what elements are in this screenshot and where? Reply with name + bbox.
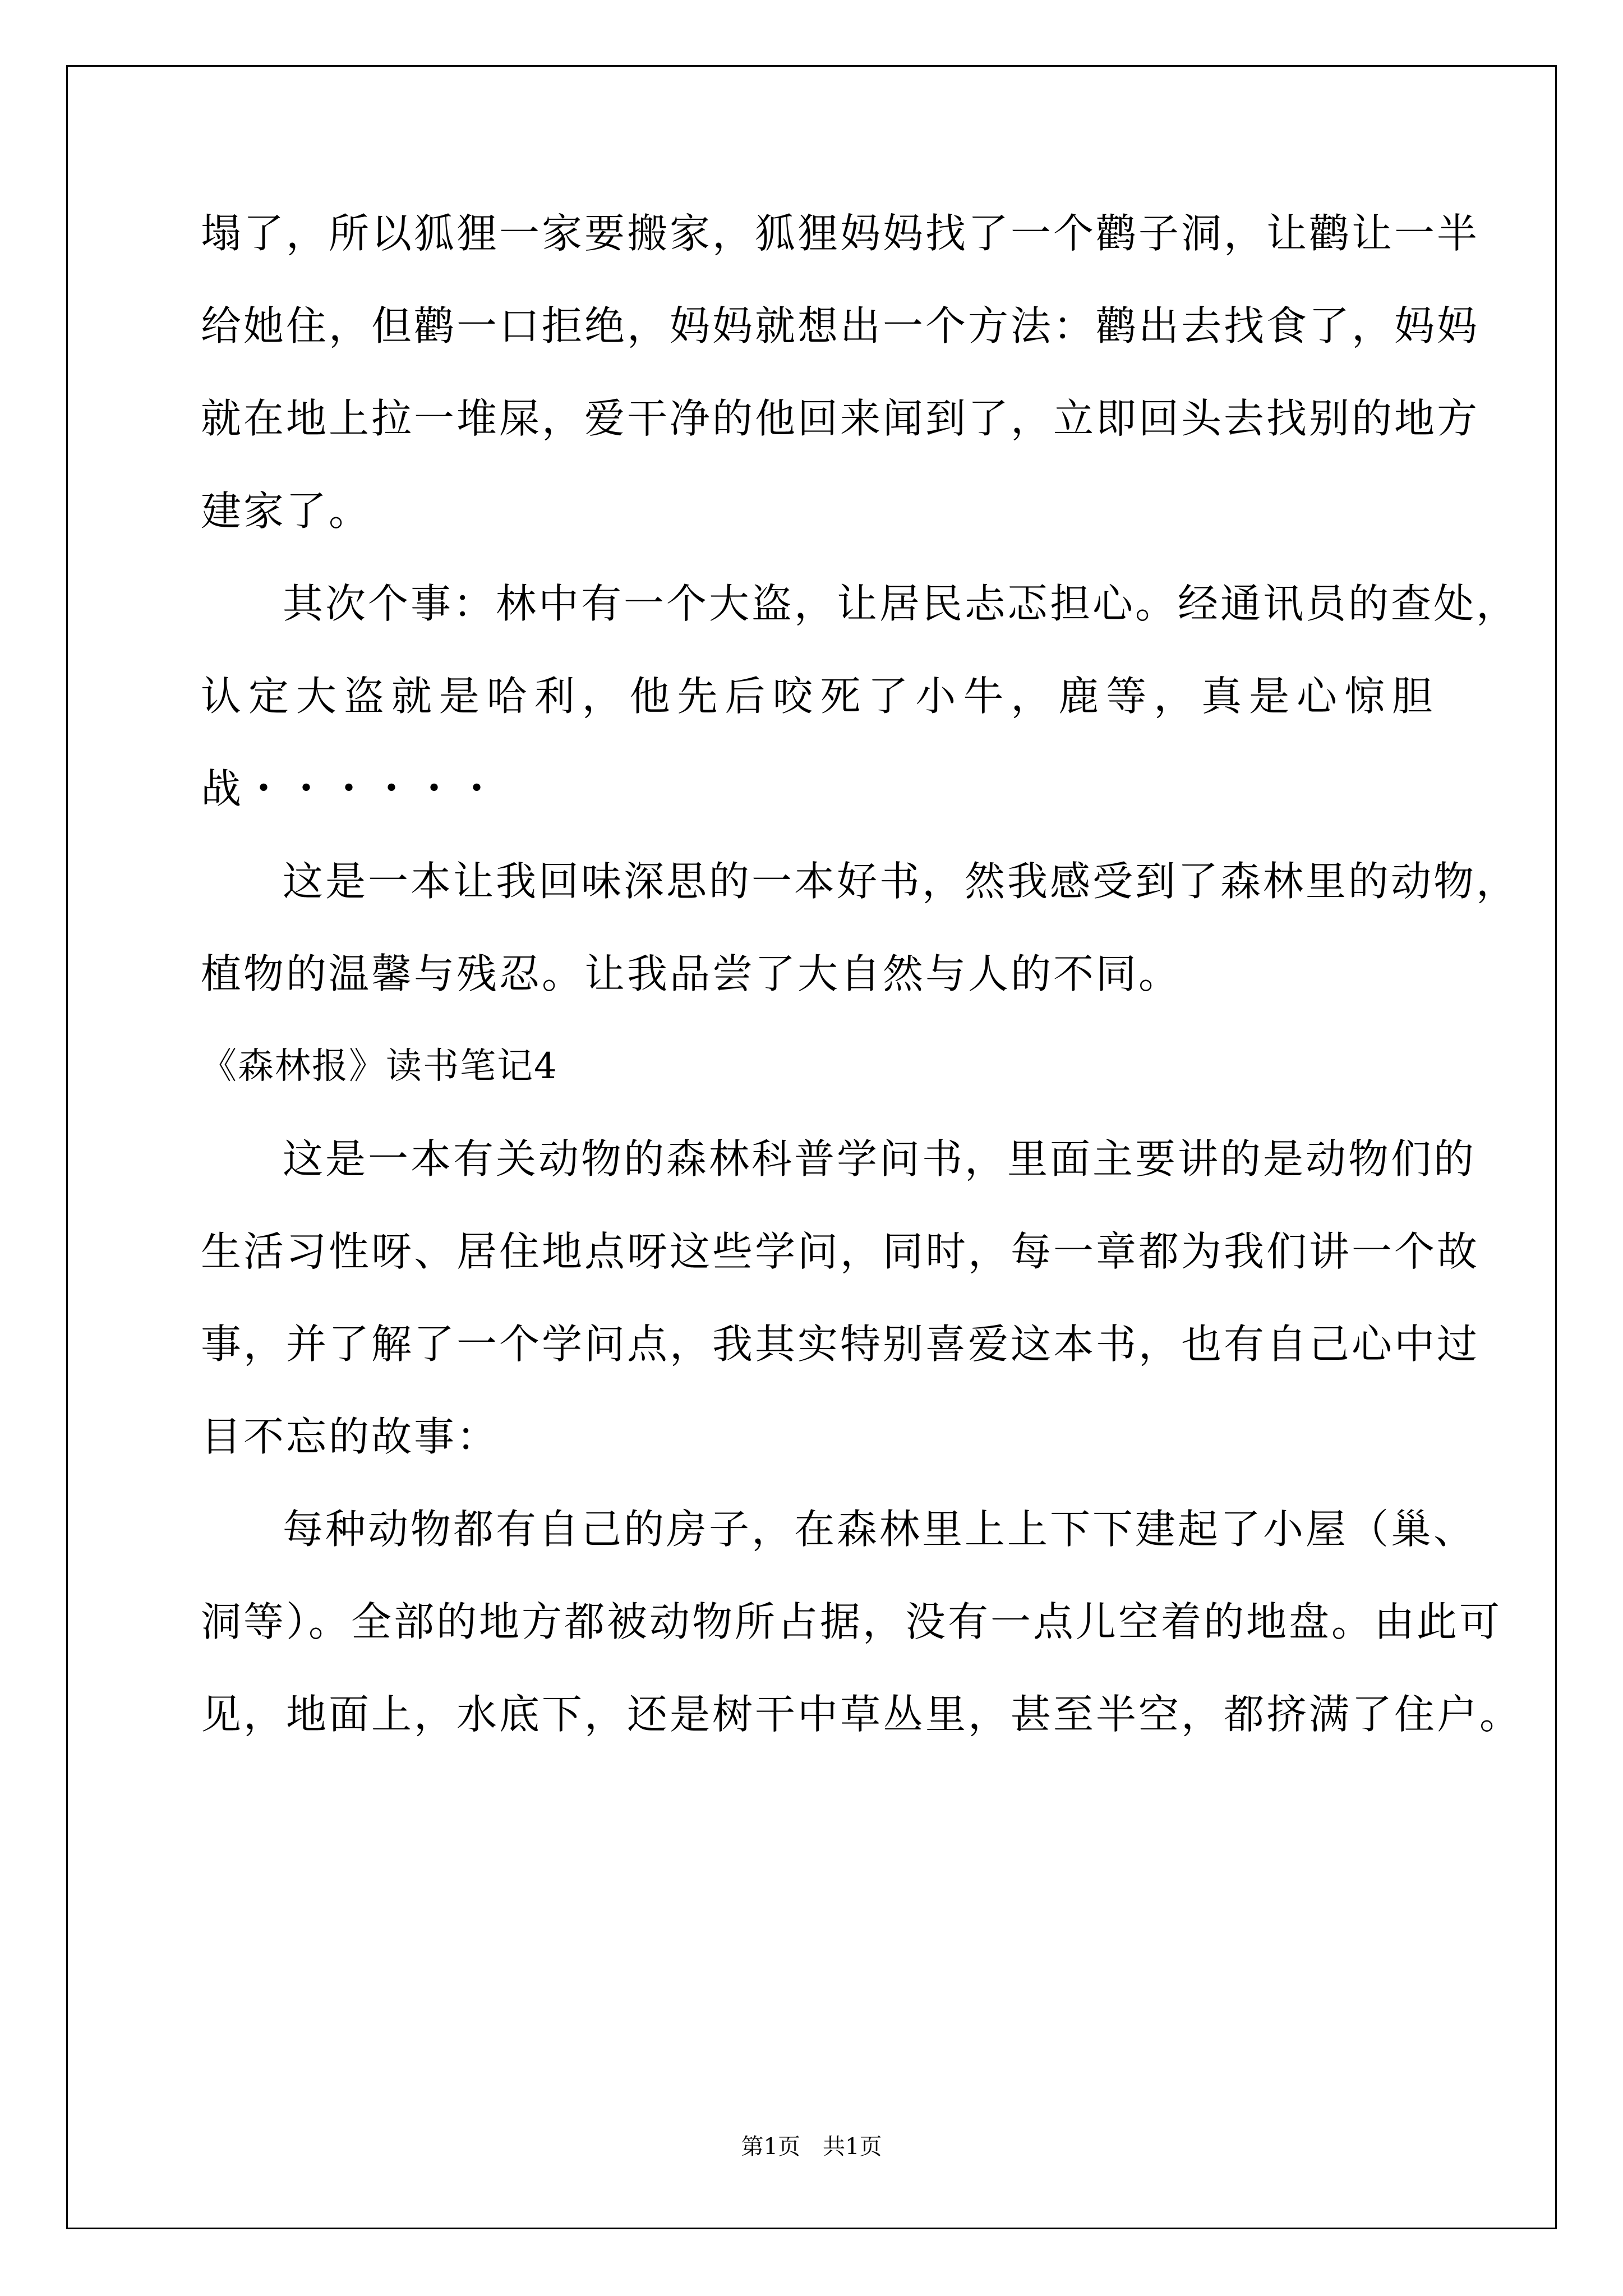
- text-line: 就在地上拉一堆屎，爱干净的他回来闻到了，立即回头去找别的地方: [201, 395, 1480, 442]
- text-line: 事，并了解了一个学问点，我其实特别喜爱这本书，也有自己心中过: [201, 1320, 1480, 1368]
- text-line: 战・・・・・・: [201, 765, 500, 812]
- text-line: 这是一本让我回味深思的一本好书，然我感受到了森林里的动物，: [283, 858, 1519, 905]
- text-line: 塌了，所以狐狸一家要搬家，狐狸妈妈找了一个鹳子洞，让鹳让一半: [201, 210, 1480, 257]
- text-line: 生活习性呀、居住地点呀这些学问，同时，每一章都为我们讲一个故: [201, 1228, 1480, 1275]
- section-heading: 《森林报》读书笔记4: [201, 1046, 558, 1087]
- text-line: 洞等）。全部的地方都被动物所占据，没有一点儿空着的地盘。由此可: [201, 1598, 1502, 1645]
- text-line: 建家了。: [201, 487, 372, 535]
- text-line: 其次个事：林中有一个大盗，让居民忐忑担心。经通讯员的查处，: [283, 580, 1519, 627]
- page-footer: 第1页 共1页: [741, 2134, 882, 2160]
- text-line: 见，地面上，水底下，还是树干中草丛里，甚至半空，都挤满了住户。: [201, 1691, 1523, 1738]
- text-line: 植物的温馨与残忍。让我品尝了大自然与人的不同。: [201, 950, 1182, 997]
- text-line: 每种动物都有自己的房子，在森林里上上下下建起了小屋（巢、: [283, 1506, 1477, 1553]
- text-line: 这是一本有关动物的森林科普学问书，里面主要讲的是动物们的: [283, 1135, 1477, 1182]
- document-body: [201, 210, 1523, 1787]
- text-line: 目不忘的故事：: [201, 1413, 500, 1460]
- text-line: 给她住，但鹳一口拒绝，妈妈就想出一个方法：鹳出去找食了，妈妈: [201, 302, 1480, 349]
- text-line: 认定大盗就是哈利，他先后咬死了小牛，鹿等，真是心惊胆: [201, 673, 1435, 720]
